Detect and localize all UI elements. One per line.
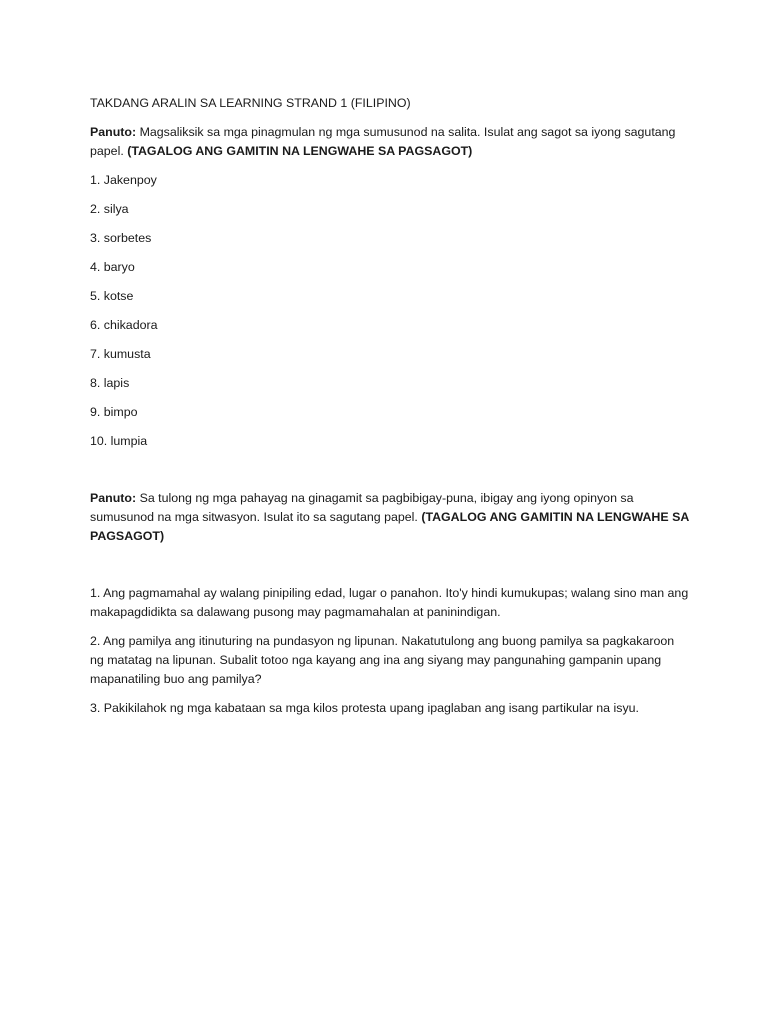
instruction-1-text: Magsaliksik sa mga pinagmulan ng mga sumusunod na salita. Isulat ang sagot sa iyong sagutang papel. xyxy=(90,125,676,158)
word-item: 3. sorbetes xyxy=(90,231,152,245)
spacer xyxy=(90,461,690,489)
word-item: 4. baryo xyxy=(90,260,135,274)
word-item: 6. chikadora xyxy=(90,318,158,332)
word-item: 2. silya xyxy=(90,202,129,216)
word-item: 5. kotse xyxy=(90,289,134,303)
instruction-2 xyxy=(90,489,690,546)
instruction-2-text: Sa tulong ng mga pahayag na ginagamit sa pagbibigay-puna, ibigay ang iyong opinyon sa sumusunod na mga sitwasyon. Isulat ito sa sagutang papel. xyxy=(90,491,634,524)
word-list xyxy=(90,171,690,451)
instruction-2-emphasis: (TAGALOG ANG GAMITIN NA LENGWAHE SA PAGSAGOT) xyxy=(90,510,689,543)
document-page xyxy=(90,94,690,728)
situation-item: 3. Pakikilahok ng mga kabataan sa mga kilos protesta upang ipaglaban ang isang partikular na isyu. xyxy=(90,701,639,715)
instruction-1-emphasis: (TAGALOG ANG GAMITIN NA LENGWAHE SA PAGSAGOT) xyxy=(127,144,473,158)
situation-item: 2. Ang pamilya ang itinuturing na pundasyon ng lipunan. Nakatutulong ang buong pamilya sa pagkakaroon ng matatag na lipunan. Subalit totoo nga kayang ang ina ang siyang may pangunahing gampanin upang mapanatiling buo ang pamilya? xyxy=(90,634,675,686)
word-item: 8. lapis xyxy=(90,376,130,390)
instruction-1 xyxy=(90,123,690,161)
word-item: 10. lumpia xyxy=(90,434,148,448)
document-title: TAKDANG ARALIN SA LEARNING STRAND 1 (FILIPINO) xyxy=(90,96,411,110)
spacer xyxy=(90,556,690,584)
situation-item: 1. Ang pagmamahal ay walang pinipiling edad, lugar o panahon. Ito'y hindi kumukupas; walang sino man ang makapagdidikta sa dalawang pusong may pagmamahalan at paninindigan. xyxy=(90,586,689,619)
word-item: 1. Jakenpoy xyxy=(90,173,157,187)
instruction-2-label: Panuto: xyxy=(90,491,137,505)
instruction-1-label: Panuto: xyxy=(90,125,137,139)
word-item: 7. kumusta xyxy=(90,347,151,361)
word-item: 9. bimpo xyxy=(90,405,138,419)
situation-list xyxy=(90,584,690,718)
